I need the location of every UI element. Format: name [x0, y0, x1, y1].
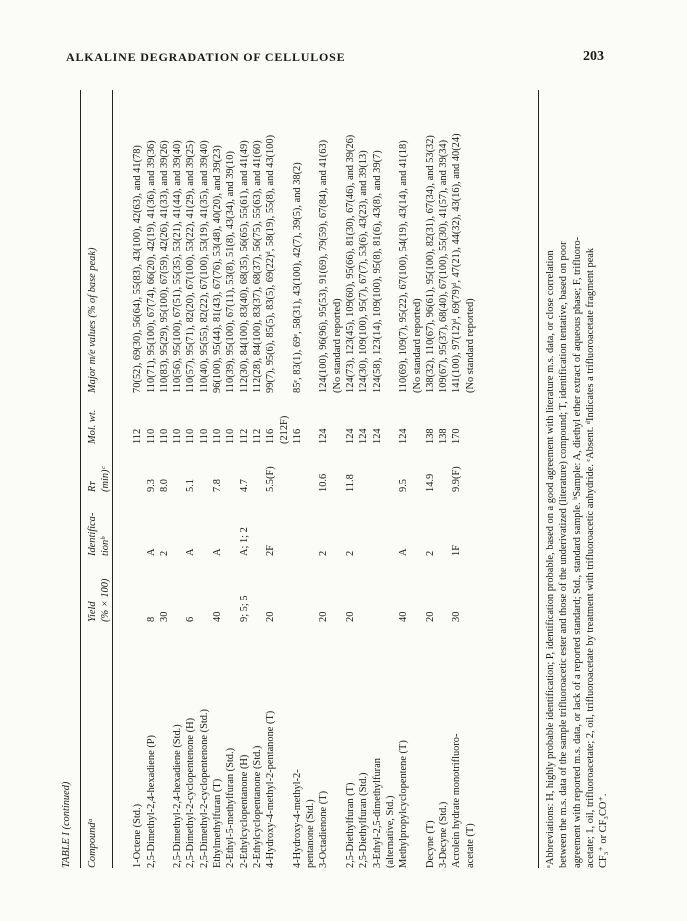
table-cell-peaks: 141(100), 97(12)ᵈ, 69(79)ᵈ, 47(21), 44(32), 43(16), and 40(24): [451, 133, 463, 393]
table-cell-compound: (alternative, Std.): [384, 795, 396, 868]
table-cell-yield: [411, 595, 424, 622]
table-cell-compound: pentanone (Std.): [305, 799, 317, 868]
footnote-line: ᵃAbbreviations: H, highly probable identification; P, identification probable, based on a good agreement with literature m.s. data, or close correlation: [545, 250, 556, 868]
table-cell-ident: [437, 527, 450, 556]
table-cell-ident: [118, 527, 131, 556]
table-cell-ident: [251, 527, 264, 556]
header-major-peaks: Major m/e values (% of base peak): [87, 247, 98, 393]
table-cell-compound: acetate (T): [464, 823, 476, 868]
table-cell-peaks: (No standard reported): [411, 298, 423, 393]
column-yield: [118, 595, 477, 622]
table-cell-ident: A: [185, 548, 197, 556]
table-cell-ident: [291, 527, 304, 556]
table-cell-rt: [291, 466, 304, 492]
table-cell-ident: 2: [345, 550, 357, 556]
running-title: ALKALINE DEGRADATION OF CELLULOSE: [66, 50, 346, 64]
table-cell-peaks: 112(28), 84(100), 83(37), 68(37), 56(75), 55(63), and 41(60): [251, 140, 263, 393]
table-cell-peaks: 110(39), 95(100), 67(11), 53(8), 51(8), 43(34), and 39(10): [225, 151, 237, 393]
table-cell-molwt: [331, 416, 344, 444]
table-top-rule: [80, 90, 81, 868]
table-cell-compound: 2,5-Dimethyl-2-cyclopentenone (Std.): [198, 709, 210, 868]
table-header-rule: [112, 90, 113, 868]
footnote-line: between the m.s. data of the sample trifluoroacetic ester and those of the underivatized (literature) compound; T, identification tentative, based on poor: [558, 241, 570, 868]
table-cell-yield: 30: [158, 611, 170, 622]
page-header: [0, 0, 687, 70]
table-cell-compound: Ethylmethylfuran (T): [212, 778, 224, 868]
table-cell-molwt: 110: [198, 428, 210, 444]
table-cell-peaks: (No standard reported): [464, 298, 476, 393]
table-cell-compound: 3-Octadienone (T): [318, 790, 330, 868]
table-cell-yield: [131, 595, 144, 622]
table-footnote: [544, 90, 610, 868]
table-cell-yield: 20: [424, 611, 436, 622]
table-cell-rt: 14.9: [424, 473, 436, 492]
table-cell-peaks: 110(57), 95(71), 82(20), 67(100), 53(22), 41(29), and 39(25): [185, 140, 197, 393]
header-yield: [86, 579, 113, 622]
table-cell-rt: [357, 466, 370, 492]
table-cell-rt: 9.3: [145, 479, 157, 492]
table-cell-yield: [118, 595, 131, 622]
table-cell-molwt: 110: [158, 428, 170, 444]
table-cell-ident: [171, 527, 184, 556]
table-cell-peaks: [304, 88, 317, 393]
table-caption: TABLE I (continued): [61, 781, 72, 868]
table-cell-compound: [411, 623, 424, 868]
table-cell-molwt: 110: [212, 428, 224, 444]
table-cell-ident: [331, 527, 344, 556]
table-cell-rt: 5.1: [185, 479, 197, 492]
table-cell-yield: [278, 595, 291, 622]
header-identification: [86, 513, 113, 556]
table-cell-ident: A; 1; 2: [238, 527, 250, 556]
header-compound: Compoundᵃ: [87, 818, 98, 868]
table-cell-molwt: 112: [238, 428, 250, 444]
table-cell-peaks: [384, 88, 397, 393]
table-cell-molwt: 110: [172, 428, 184, 444]
table-cell-molwt: 112: [132, 428, 144, 444]
table-cell-rt: 10.6: [318, 473, 330, 492]
table-cell-peaks: 110(56), 95(100), 67(51), 55(35), 53(21), 41(44), and 39(40): [172, 140, 184, 393]
table-cell-molwt: [464, 416, 477, 444]
table-cell-molwt: 124: [318, 428, 330, 444]
table-cell-peaks: [278, 88, 291, 393]
header-yield-line2: (% × 100): [100, 578, 112, 622]
table-cell-yield: 8: [145, 616, 157, 622]
table-cell-rt: [331, 466, 344, 492]
table-cell-ident: [198, 527, 211, 556]
table-cell-ident: [411, 527, 424, 556]
table-cell-ident: [224, 527, 237, 556]
table-cell-compound: 4-Hydroxy-4-methyl-2-: [291, 769, 303, 868]
table-cell-rt: [278, 466, 291, 492]
footnote-line: agreement with reported m.s. data, or lack of a reported standard; Std., standard sample. ᵇSample: A, diethyl ether extract of aqueous phase; F, trifluoro-: [571, 236, 583, 868]
table-cell-ident: A: [398, 548, 410, 556]
table-cell-molwt: [411, 416, 424, 444]
table-cell-peaks: 109(67), 95(37), 68(40), 67(100), 55(30), 41(57), and 39(34): [438, 139, 450, 393]
header-rt-line1: Rᴛ: [87, 481, 98, 492]
table-cell-peaks: 124(73), 123(45), 109(60), 95(66), 81(30), 67(46), and 39(26): [345, 134, 357, 393]
table-bottom-rule: [538, 90, 539, 868]
table-cell-ident: [278, 527, 291, 556]
table-cell-ident: [357, 527, 370, 556]
table-cell-compound: 2,5-Dimethyl-2,4-hexadiene (Std.): [172, 724, 184, 868]
table-cell-rt: [371, 466, 384, 492]
table-cell-molwt: 116: [265, 428, 277, 444]
table-cell-molwt: 138: [424, 428, 436, 444]
table-cell-rt: 5.5(F): [265, 466, 277, 492]
table-cell-compound: Decyne (T): [424, 820, 436, 868]
table-cell-peaks: 110(40), 95(55), 82(22), 67(100), 53(19), 41(35), and 39(40): [198, 140, 210, 393]
table-cell-yield: [171, 595, 184, 622]
page-number: 203: [583, 49, 604, 64]
table-cell-compound: [278, 623, 291, 868]
table-cell-molwt: 112: [251, 428, 263, 444]
table-cell-ident: 2: [318, 550, 330, 556]
table-cell-compound: 1-Octene (Std.): [132, 803, 144, 868]
header-retention-time: [86, 467, 113, 492]
table-cell-ident: 2: [424, 550, 436, 556]
table-cell-ident: 1F: [451, 545, 463, 556]
table-cell-compound: 2-Ethylcyclopentanone (H): [238, 754, 250, 868]
table-cell-rt: [198, 466, 211, 492]
column-identification: [118, 527, 477, 556]
table-cell-peaks: 110(69), 109(7), 95(22), 67(100), 54(19), 43(14), and 41(18): [398, 140, 410, 393]
table-cell-molwt: 110: [225, 428, 237, 444]
table-cell-peaks: 124(58), 123(14), 109(100), 95(8), 81(6), 43(8), and 39(7): [371, 150, 383, 393]
table-cell-yield: [357, 595, 370, 622]
table-cell-peaks: 110(71), 95(100), 67(74), 66(20), 42(19), 41(36), and 39(36): [145, 140, 157, 393]
table-cell-molwt: 116: [291, 428, 303, 444]
table-cell-peaks: 138(32), 110(67), 96(61), 95(100), 82(31), 67(34), and 53(32): [424, 135, 436, 393]
table-cell-molwt: [118, 416, 131, 444]
table-cell-yield: [331, 595, 344, 622]
table-cell-ident: [384, 527, 397, 556]
column-major-peaks: [118, 88, 477, 393]
table-cell-molwt: 124: [358, 428, 370, 444]
table-cell-compound: 2,5-Diethylfuran (Std.): [358, 772, 370, 868]
table-cell-yield: [251, 595, 264, 622]
footnote-line: acetate; 1, oil, trifluoroacetate; 2, oil, trifluoroacetate by treatment with trifluoroacetic anhydride. ᶜAbsent. ᵈIndicates a trifluoroacetate fragment peak: [584, 247, 596, 868]
table-cell-yield: [384, 595, 397, 622]
table-cell-molwt: 110: [145, 428, 157, 444]
table-cell-molwt: [304, 416, 317, 444]
table-cell-compound: 2,5-Dimethyl-2,4-hexadiene (P): [145, 734, 157, 868]
table-cell-compound: 3-Decyne (Std.): [438, 801, 450, 868]
table-cell-compound: 3-Ethyl-2,5-dimethylfuran: [371, 758, 383, 868]
table-cell-yield: [198, 595, 211, 622]
column-retention-time: [118, 466, 477, 492]
table-cell-rt: 7.8: [212, 479, 224, 492]
table-cell-peaks: 112(30), 84(100), 83(40), 68(35), 56(65), 55(61), and 41(49): [238, 140, 250, 393]
column-compound: [118, 623, 477, 868]
table-cell-compound: Acrolein hydrate monotrifluoro-: [451, 733, 463, 868]
table-cell-ident: 2F: [265, 545, 277, 556]
table-cell-peaks: 110(83), 95(29), 95(100), 67(59), 42(26), 41(33), and 39(26): [158, 140, 170, 393]
header-yield-line1: Yield: [87, 601, 98, 622]
table-cell-yield: [291, 595, 304, 622]
table-cell-molwt: (212F): [278, 415, 290, 444]
table-cell-peaks: 99(7), 95(6), 85(5), 83(5), 69(22)ᵈ, 58(19), 55(8), and 43(100): [265, 134, 277, 393]
table-cell-rt: 8.0: [158, 479, 170, 492]
table-cell-rt: [464, 466, 477, 492]
table-cell-compound: [158, 623, 171, 868]
header-ident-line2: tionᵇ: [100, 537, 112, 556]
table-cell-ident: [464, 527, 477, 556]
table-cell-compound: 4-Hydroxy-4-methyl-2-pentanone (T): [265, 710, 277, 868]
header-ident-line1: Identifica-: [87, 512, 98, 556]
table-cell-yield: 30: [451, 611, 463, 622]
table-cell-rt: 9.5: [398, 479, 410, 492]
table-cell-yield: [304, 595, 317, 622]
table-cell-rt: [131, 466, 144, 492]
table-cell-compound: 2-Ethylcyclopentanone (Std.): [251, 745, 263, 868]
column-mol-wt: [118, 416, 477, 444]
table-cell-rt: [171, 466, 184, 492]
table-cell-compound: [118, 623, 131, 868]
table-cell-yield: 9; 5; 5: [238, 595, 250, 622]
table-cell-peaks: 124(30), 109(100), 95(7), 67(7), 53(6), 43(23), and 39(13): [358, 150, 370, 393]
table-cell-molwt: 124: [398, 428, 410, 444]
table-cell-yield: 6: [185, 616, 197, 622]
table-cell-yield: [437, 595, 450, 622]
table-cell-rt: [251, 466, 264, 492]
table-cell-peaks: [118, 88, 131, 393]
table-cell-rt: 11.8: [345, 474, 357, 492]
table-cell-peaks: (No standard reported): [331, 298, 343, 393]
table-cell-rt: [118, 466, 131, 492]
table-cell-rt: [411, 466, 424, 492]
header-rt-line2: (min)ᶜ: [100, 466, 112, 492]
table-cell-compound: 2,5-Dimethyl-2-cyclopentenone (H): [185, 717, 197, 868]
footnote-line: CF₃⁺ or CF₃CO⁺.: [598, 793, 610, 868]
table-cell-peaks: 124(100), 96(96), 95(53), 91(69), 79(59), 67(84), and 41(63): [318, 139, 330, 393]
table-cell-yield: 20: [265, 611, 277, 622]
table-cell-ident: [371, 527, 384, 556]
table-cell-compound: [331, 623, 344, 868]
table-cell-yield: 40: [398, 611, 410, 622]
header-mol-wt: Mol. wt.: [87, 409, 98, 444]
table-cell-molwt: 170: [451, 428, 463, 444]
table-cell-ident: [131, 527, 144, 556]
table-cell-ident: A: [212, 548, 224, 556]
table-cell-ident: 2: [158, 550, 170, 556]
table-cell-rt: [437, 466, 450, 492]
table-cell-compound: 2,5-Diethylfuran (T): [345, 782, 357, 868]
table-cell-molwt: 124: [345, 428, 357, 444]
table-cell-ident: A: [145, 548, 157, 556]
table-cell-peaks: 96(100), 95(44), 81(43), 67(76), 53(48), 40(20), and 39(23): [212, 145, 224, 393]
table-cell-rt: 4.7: [238, 479, 250, 492]
rotated-table-block: [60, 88, 650, 868]
table-cell-compound: 2-Ethyl-5-methylfuran (Std.): [225, 747, 237, 868]
table-cell-rt: [224, 466, 237, 492]
table-cell-yield: 20: [345, 611, 357, 622]
table-cell-yield: [464, 595, 477, 622]
table-cell-peaks: 70(52), 69(30), 56(64), 55(83), 43(100), 42(63), and 41(78): [132, 145, 144, 393]
table-cell-yield: [224, 595, 237, 622]
table-cell-rt: [384, 466, 397, 492]
table-cell-peaks: 85ᵉ, 83(1), 69ᵉ, 58(31), 43(100), 42(7), 39(5), and 38(2): [291, 162, 303, 393]
table-cell-yield: 20: [318, 611, 330, 622]
table-cell-rt: [304, 466, 317, 492]
table-cell-rt: 9.9(F): [451, 466, 463, 492]
table-cell-compound: Methylpropylcyclopentene (T): [398, 740, 410, 868]
table-cell-ident: [304, 527, 317, 556]
table-cell-yield: 40: [212, 611, 224, 622]
table-cell-molwt: 138: [438, 428, 450, 444]
table-cell-molwt: 124: [371, 428, 383, 444]
table-cell-yield: [371, 595, 384, 622]
table-cell-molwt: [384, 416, 397, 444]
table-cell-molwt: 110: [185, 428, 197, 444]
